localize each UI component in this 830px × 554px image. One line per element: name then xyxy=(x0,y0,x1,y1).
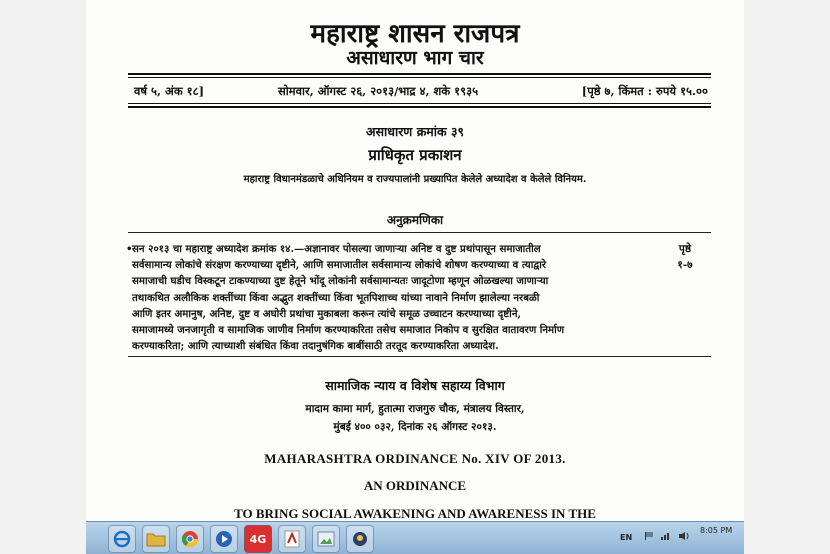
entry-line: समाजामध्ये जनजागृती व सामाजिक जाणीव निर्माण करण्याकरिता तसेच समाजात निकोप व सुरक्षित वातावरण निर्माण xyxy=(132,324,565,337)
index-rule-top xyxy=(128,232,711,233)
tray-flag-icon[interactable] xyxy=(644,531,654,543)
entry-line: सर्वसामान्य लोकांचे संरक्षण करण्याच्या दृष्टीने, आणि समाजातील सर्वसामान्य लोकांचे शोषण करण्याच्या व त्याद्वारे xyxy=(132,259,547,272)
issue-volume: वर्ष ५, अंक १८] xyxy=(134,84,205,98)
gazette-description: महाराष्ट्र विधानमंडळाचे अधिनियम व राज्यपालांनी प्रख्यापित केलेले अध्यादेश व केलेले विनियम. xyxy=(243,174,587,185)
clock[interactable]: 8:05 PM xyxy=(700,526,733,535)
index-page-column xyxy=(670,241,700,273)
tray-network-icon[interactable] xyxy=(660,531,672,543)
ie-icon[interactable] xyxy=(108,525,136,553)
windows-taskbar xyxy=(86,521,744,554)
folder-icon[interactable] xyxy=(142,525,170,553)
entry-bullet: • xyxy=(126,243,133,255)
tray-volume-icon[interactable] xyxy=(678,531,690,543)
header-rule-bottom xyxy=(128,106,711,108)
system-tray xyxy=(620,522,740,554)
header-rule-bottom-thin xyxy=(128,103,711,104)
issue-date: सोमवार, ऑगस्ट २६, २०१३/भाद्र ४, शके १९३५ xyxy=(278,84,479,98)
issue-pages-price: [पृष्ठे ७, किंमत : रुपये १५.०० xyxy=(581,84,708,98)
app-4-icon[interactable]: 4G xyxy=(244,525,272,553)
authoritative-publication: प्राधिकृत प्रकाशन xyxy=(368,146,462,164)
department-name: सामाजिक न्याय व विशेष सहाय्य विभाग xyxy=(325,378,505,393)
gazette-subtitle: असाधारण भाग चार xyxy=(346,47,484,69)
chrome-icon[interactable] xyxy=(176,525,204,553)
english-an-ordinance: AN ORDINANCE xyxy=(363,478,467,493)
media-icon[interactable] xyxy=(210,525,238,553)
gazette-page xyxy=(86,0,744,553)
index-entry xyxy=(126,241,659,354)
acrobat-icon[interactable] xyxy=(278,525,306,553)
page-range: १-७ xyxy=(677,259,693,271)
index-heading: अनुक्रमणिका xyxy=(386,213,444,227)
header-rule-top xyxy=(128,73,711,75)
english-ordinance-title: MAHARASHTRA ORDINANCE No. XIV OF 2013. xyxy=(264,451,566,466)
extraordinary-number: असाधारण क्रमांक ३९ xyxy=(366,124,464,139)
entry-line: समाजाची घडीच विस्कटून टाकण्याच्या दुष्ट हेतूने भोंदू लोकांनी सर्वसामान्यतः जादूटोणा म्हणून ओळखल्या जाणाऱ्या xyxy=(132,275,549,288)
department-address-line2: मुंबई ४०० ०३२, दिनांक २६ ऑगस्ट २०१३. xyxy=(333,421,497,433)
index-rule-bottom xyxy=(128,356,711,357)
entry-line: आणि इतर अमानुष, अनिष्ट, दुष्ट व अघोरी प्रथांचा मुकाबला करून त्यांचे समूळ उच्चाटन करण्याच्या दृष्टीने, xyxy=(132,307,522,320)
gazette-title: महाराष्ट्र शासन राजपत्र xyxy=(310,19,520,49)
entry-line: करण्याकरिता; आणि त्याच्याशी संबंधित किंवा तदानुषंगिक बाबींसाठी तरतूद करण्याकरिता अध्यादेश. xyxy=(132,340,499,353)
entry-line: तथाकथित अलौकिक शक्तींच्या किंवा अद्भुत शक्तींच्या किंवा भूतपिशाच्च यांच्या नावाने निर्माण झालेल्या नरबळी xyxy=(132,291,540,304)
entry-line: सन २०१३ चा महाराष्ट्र अध्यादेश क्रमांक १४.—अज्ञानावर पोसल्या जाणाऱ्या अनिष्ट व दुष्ट प्रथांपासून समाजातील xyxy=(132,243,541,255)
department-address-line1: मादाम कामा मार्ग, हुतात्मा राजगुरु चौक, मंत्रालय विस्तार, xyxy=(305,403,525,415)
language-indicator[interactable]: EN xyxy=(620,533,633,542)
app-7-icon[interactable] xyxy=(346,525,374,553)
header-rule-top-thin xyxy=(128,77,711,78)
image-viewer-icon[interactable] xyxy=(312,525,340,553)
english-body-line1: TO BRING SOCIAL AWAKENING AND AWARENESS IN THE xyxy=(234,506,596,521)
page-column-heading: पृष्ठे xyxy=(678,243,692,255)
